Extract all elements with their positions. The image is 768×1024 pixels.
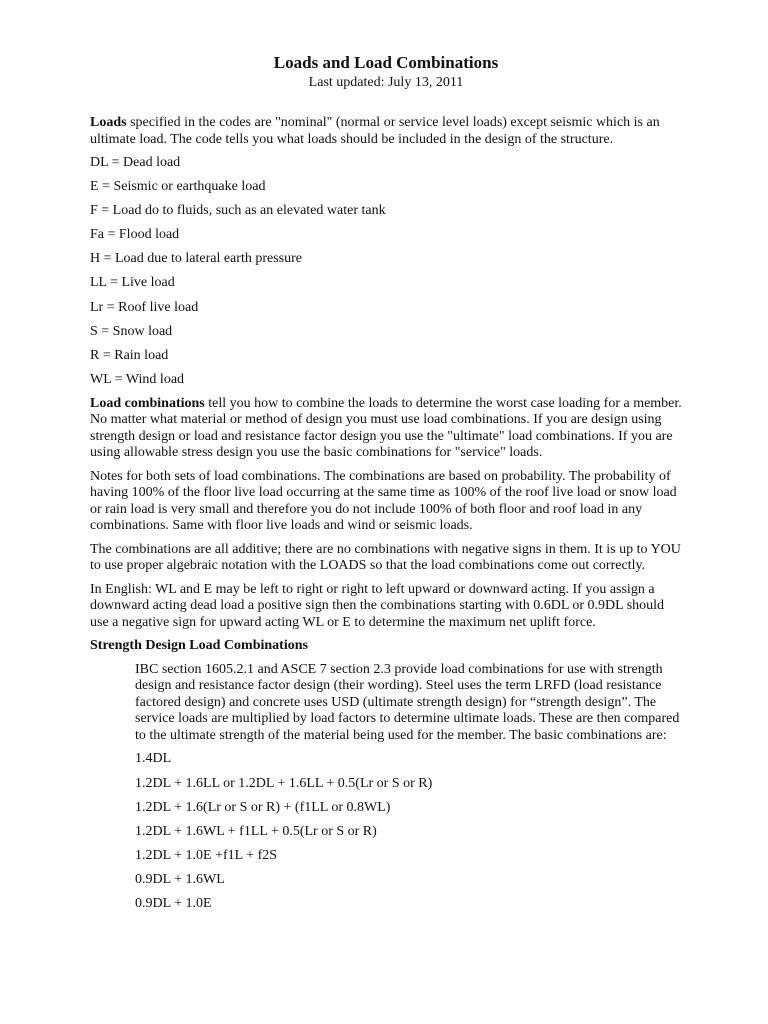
definition-item: LL = Live load [90, 275, 175, 291]
notes-paragraph: Notes for both sets of load combinations. The combinations are based on probability. The probability of having 100% of the floor live load occurring at the same time as 100% of the roof live load or snow load or rain load is very small and therefore you do not include 100% of both floor and roof load in any combinations. Same with floor live loads and wind or seismic loads. [90, 468, 677, 534]
strength-design-heading: Strength Design Load Combinations [90, 638, 308, 654]
combination-item: 1.2DL + 1.6(Lr or S or R) + (f1LL or 0.8WL) [135, 799, 391, 815]
definition-item: WL = Wind load [90, 371, 185, 387]
definition-item: H = Load due to lateral earth pressure [90, 251, 302, 267]
last-updated: Last updated: July 13, 2011 [308, 75, 464, 90]
definition-item: R = Rain load [90, 347, 169, 363]
definition-item: F = Load do to fluids, such as an elevated water tank [90, 203, 386, 219]
definitions-list [90, 155, 682, 388]
intro-paragraph [90, 115, 682, 148]
load-combinations-lead: Load combinations [90, 395, 205, 411]
definition-item: Lr = Roof live load [90, 299, 199, 315]
english-paragraph: In English: WL and E may be left to right or right to left upward or downward acting. If you assign a downward acting dead load a positive sign then the combinations starting with 0.6DL or 0.9DL should use a negative sign for upward acting WL or E to determine the maximum net uplift force. [90, 581, 665, 630]
load-combinations-paragraph [90, 396, 682, 462]
definition-item: S = Snow load [90, 323, 173, 339]
combination-item: 1.4DL [135, 751, 172, 767]
definition-item: Fa = Flood load [90, 227, 180, 243]
definition-item: E = Seismic or earthquake load [90, 179, 266, 195]
intro-lead: Loads [90, 115, 127, 130]
additive-paragraph: The combinations are all additive; there are no combinations with negative signs in them. It is up to YOU to use proper algebraic notation with the LOADS so that the load combinations come out correctly. [90, 541, 681, 574]
combination-item: 1.2DL + 1.6LL or 1.2DL + 1.6LL + 0.5(Lr or S or R) [135, 775, 433, 791]
combination-item: 1.2DL + 1.6WL + f1LL + 0.5(Lr or S or R) [135, 823, 377, 839]
strength-design-paragraph: IBC section 1605.2.1 and ASCE 7 section 2.3 provide load combinations for use with strength design and resistance factor design (their wording). Steel uses the term LRFD (load resistance factored design) and concrete uses USD (ultimate strength design) for “strength design”. The service loads are multiplied by load factors to determine ultimate loads. These are then compared to the ultimate strength of the material being used for the member. The basic combinations are: [135, 661, 680, 743]
definition-item: DL = Dead load [90, 155, 181, 170]
load-combinations-text: tell you how to combine the loads to determine the worst case loading for a member. No matter what material or method of design you must use load combinations. If you are design using strength design or load and resistance factor design you use the "ultimate" load combinations. If you are using allowable stress design you use the basic combinations for "service" loads. [90, 395, 682, 461]
strength-design-section [90, 662, 682, 913]
combination-item: 0.9DL + 1.0E [135, 896, 212, 911]
page-title: Loads and Load Combinations [273, 53, 499, 72]
intro-text: specified in the codes are "nominal" (normal or service level loads) except seismic which is an ultimate load. The code tells you what loads should be included in the design of the structure. [90, 115, 660, 147]
combination-item: 1.2DL + 1.0E +f1L + f2S [135, 847, 278, 863]
combination-item: 0.9DL + 1.6WL [135, 871, 225, 887]
